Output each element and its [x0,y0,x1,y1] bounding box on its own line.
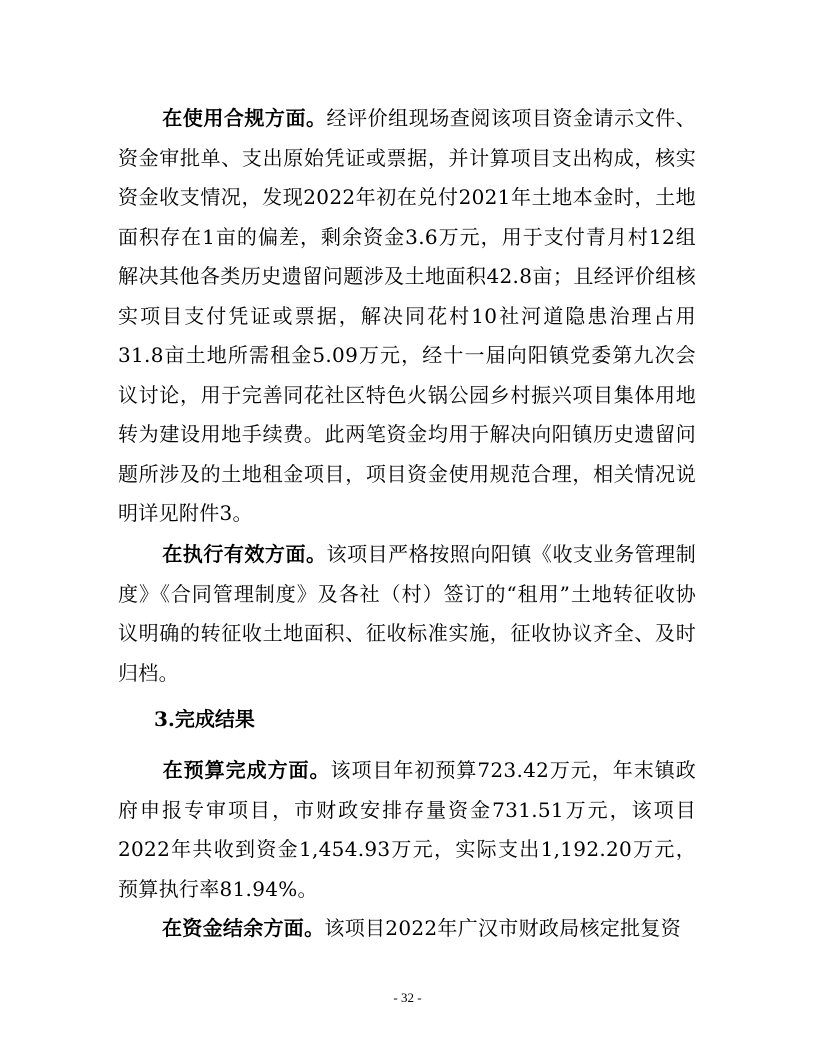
page-number: - 32 - [393,990,422,1005]
paragraph-compliance [118,99,696,534]
section-heading: 3.完成结果 [154,707,255,731]
paragraph-body-compliance: 经评价组现场查阅该项目资金请示文件、资金审批单、支出原始凭证或票据，并计算项目支出构成，核实资金收支情况，发现2022年初在兑付2021年土地本金时，土地面积存在1亩的偏差，剩余资金3.6万元，用于支付青月村12组解决其他各类历史遗留问题涉及土地面积42.8亩；且经评价组核实项目支付凭证或票据，解决同花村10社河道隐患治理占用31.8亩土地所需租金5.09万元，经十一届向阳镇党委第九次会议讨论，用于完善同花社区特色火锅公园乡村振兴项目集体用地转为建设用地手续费。此两笔资金均用于解决向阳镇历史遗留问题所涉及的土地租金项目，项目资金使用规范合理，相关情况说明详见附件3。 [118,106,696,525]
paragraph-body-budget: 该项目年初预算723.42万元，年末镇政府申报专审项目，市财政安排存量资金731.51万元，该项目2022年共收到资金1,454.93万元，实际支出1,192.20万元，预算执行率81.94%。 [118,758,696,901]
paragraph-lead-budget: 在预算完成方面。 [162,758,331,782]
paragraph-body-balance: 该项目2022年广汉市财政局核定批复资 [324,916,682,940]
paragraph-body-execution: 该项目严格按照向阳镇《收支业务管理制度》《合同管理制度》及各社（村）签订的“租用”土地转征收协议明确的转征收土地面积、征收标准实施，征收协议齐全、及时归档。 [118,542,696,685]
paragraph-budget [118,751,696,909]
paragraph-lead-balance: 在资金结余方面。 [162,916,325,940]
paragraph-balance [118,909,696,949]
paragraph-execution [118,535,696,693]
paragraph-lead-execution: 在执行有效方面。 [162,542,327,566]
paragraph-lead-compliance: 在使用合规方面。 [162,106,327,130]
